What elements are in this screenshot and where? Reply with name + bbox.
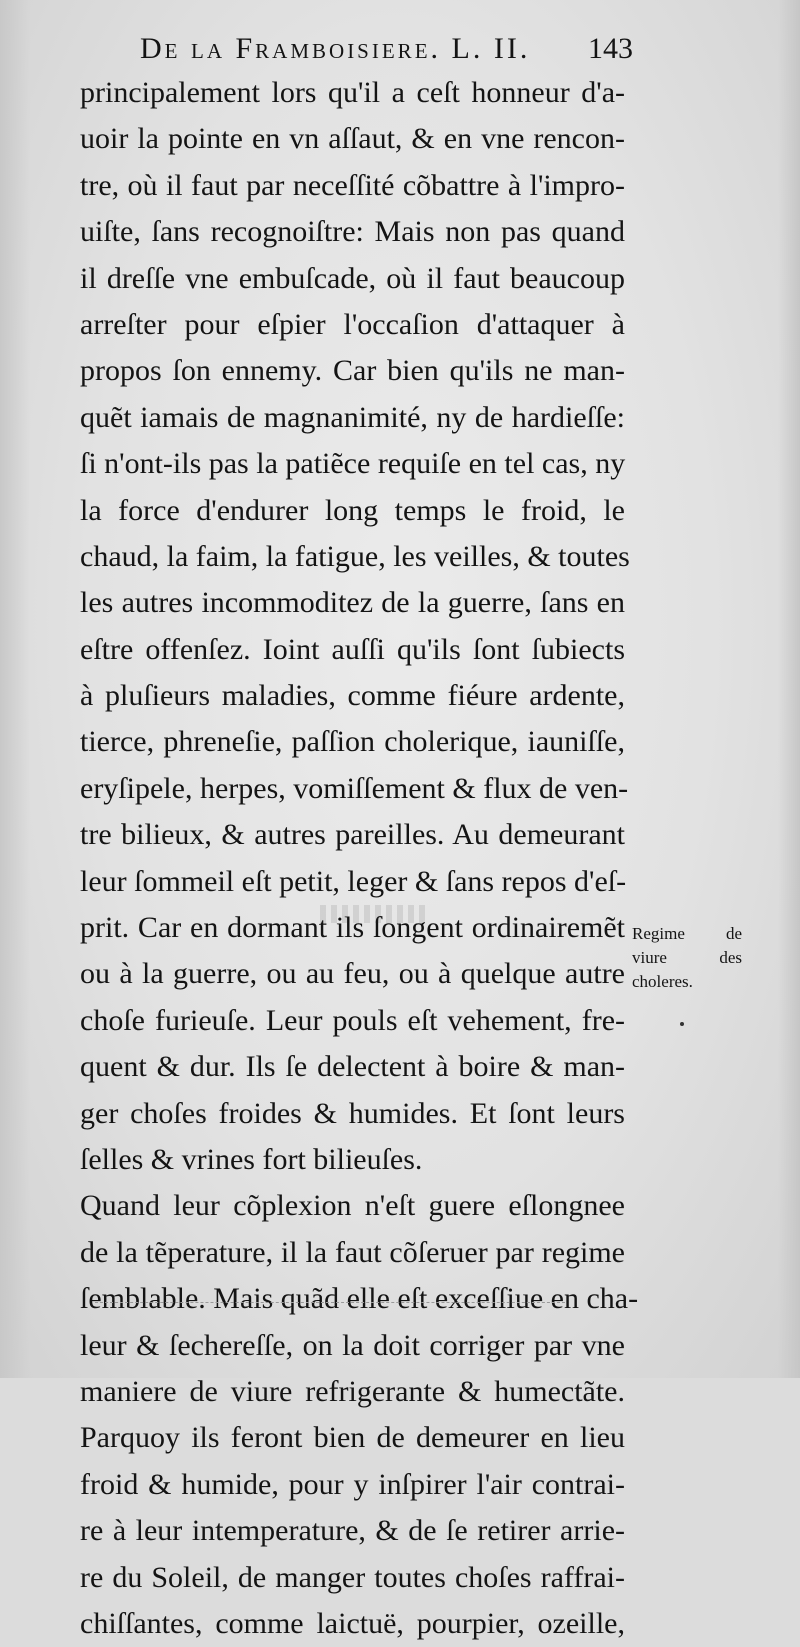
text-line: arreſter pour eſpier l'occaſion d'attaquer à bbox=[80, 307, 625, 341]
text-line: ſi n'ont-ils pas la patiẽce requiſe en tel cas, ny bbox=[80, 447, 626, 481]
text-line: eſtre offenſez. Ioint auſſi qu'ils ſont ſubiects bbox=[80, 632, 625, 666]
text-line: il dreſſe vne embuſcade, où il faut beaucoup bbox=[80, 261, 625, 295]
bottom-rule bbox=[95, 1302, 565, 1303]
text-line: froid & humide, pour y inſpirer l'air contrai- bbox=[80, 1467, 625, 1501]
text-line: tierce, phreneſie, paſſion cholerique, iauniſſe, bbox=[80, 725, 625, 759]
text-line: tre, où il faut par neceſſité cõbattre à l'impro- bbox=[80, 168, 625, 202]
text-line: prit. Car en dormant ils ſongent ordinairemẽt bbox=[80, 911, 625, 945]
text-line: Parquoy ils feront bien de demeurer en lieu bbox=[80, 1421, 625, 1455]
text-line: leur & ſechereſſe, on la doit corriger par vne bbox=[80, 1328, 625, 1362]
text-line: chaud, la faim, la fatigue, les veilles, & toutes bbox=[80, 539, 630, 573]
body-text bbox=[80, 70, 639, 1647]
text-line: eryſipele, herpes, vomiſſement & flux de ven- bbox=[80, 771, 629, 805]
text-line: maniere de viure refrigerante & humectãte. bbox=[80, 1374, 625, 1408]
margin-note-line: viure des bbox=[632, 948, 742, 967]
text-line: à pluſieurs maladies, comme fiéure ardente, bbox=[80, 679, 625, 713]
bleed-through bbox=[320, 905, 430, 923]
text-line: chiſſantes, comme laictuë, pourpier, ozeille, bbox=[80, 1606, 625, 1640]
text-line: Quand leur cõplexion n'eſt guere eſlongnee bbox=[80, 1189, 625, 1223]
margin-note-line: Regime de bbox=[632, 924, 742, 943]
margin-note bbox=[632, 922, 742, 994]
text-line: quẽt iamais de magnanimité, ny de hardieſſe: bbox=[80, 400, 625, 434]
text-line: les autres incommoditez de la guerre, ſans en bbox=[80, 586, 625, 620]
text-line: re du Soleil, de manger toutes choſes raffrai- bbox=[80, 1560, 625, 1594]
text-line: principalement lors qu'il a ceſt honneur d'a- bbox=[80, 76, 625, 109]
text-line: uiſte, ſans recognoiſtre: Mais non pas quand bbox=[80, 215, 625, 249]
text-line: ger choſes froides & humides. Et ſont leurs bbox=[80, 1096, 625, 1130]
text-line: ſelles & vrines fort bilieuſes. bbox=[80, 1142, 423, 1176]
text-line: de la tẽperature, il la faut cõſeruer par regime bbox=[80, 1235, 625, 1269]
margin-note-line: choleres. bbox=[632, 972, 693, 991]
running-title: De la Framboisiere. L. II. bbox=[140, 32, 531, 65]
text-line: ou à la guerre, ou au feu, ou à quelque autre bbox=[80, 957, 625, 991]
text-line: la force d'endurer long temps le froid, le bbox=[80, 493, 625, 527]
text-line: uoir la pointe en vn aſſaut, & en vne rencon- bbox=[80, 122, 625, 156]
text-line: re à leur intemperature, & de ſe retirer arrie- bbox=[80, 1514, 625, 1548]
ink-speck bbox=[680, 1022, 684, 1026]
text-line: propos ſon ennemy. Car bien qu'ils ne man- bbox=[80, 354, 625, 388]
text-line: leur ſommeil eſt petit, leger & ſans repos d'eſ- bbox=[80, 864, 627, 898]
text-line: quent & dur. Ils ſe delectent à boire & man- bbox=[80, 1050, 625, 1084]
text-line: ſemblable. Mais quãd elle eſt exceſſiue en cha- bbox=[80, 1282, 639, 1316]
text-line: tre bilieux, & autres pareilles. Au demeurant bbox=[80, 818, 625, 852]
text-line: choſe furieuſe. Leur pouls eſt vehement, fre- bbox=[80, 1003, 625, 1037]
page-number: 143 bbox=[588, 32, 633, 65]
